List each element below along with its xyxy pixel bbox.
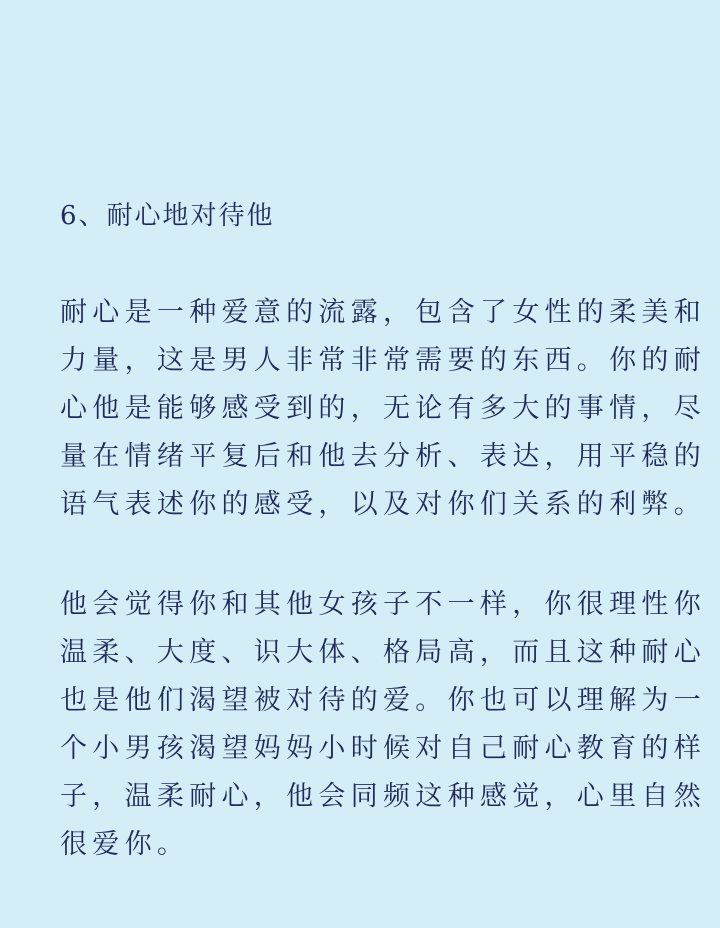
text-line: 个小男孩渴望妈妈小时候对自己耐心教育的样: [60, 733, 706, 764]
text-line: 量在情绪平复后和他去分析、表达，用平稳的: [60, 441, 706, 472]
text-line: 子，温柔耐心，他会同频这种感觉，心里自然: [60, 781, 706, 812]
paragraph-1: [60, 289, 706, 529]
text-line: 温柔、大度、识大体、格局高，而且这种耐心: [60, 637, 706, 668]
text-line: 耐心是一种爱意的流露，包含了女性的柔美和: [60, 297, 706, 328]
text-line: 他会觉得你和其他女孩子不一样，你很理性你: [60, 589, 706, 620]
text-line: 也是他们渴望被对待的爱。你也可以理解为一: [60, 685, 706, 716]
paragraph-2: [60, 581, 706, 869]
section-heading: 6、耐心地对待他: [60, 201, 275, 231]
text-line: 心他是能够感受到的，无论有多大的事情，尽: [60, 393, 706, 424]
text-line: 力量，这是男人非常非常需要的东西。你的耐: [60, 345, 706, 376]
text-line: 很爱你。: [60, 829, 190, 860]
text-line: 语气表述你的感受，以及对你们关系的利弊。: [60, 489, 706, 520]
